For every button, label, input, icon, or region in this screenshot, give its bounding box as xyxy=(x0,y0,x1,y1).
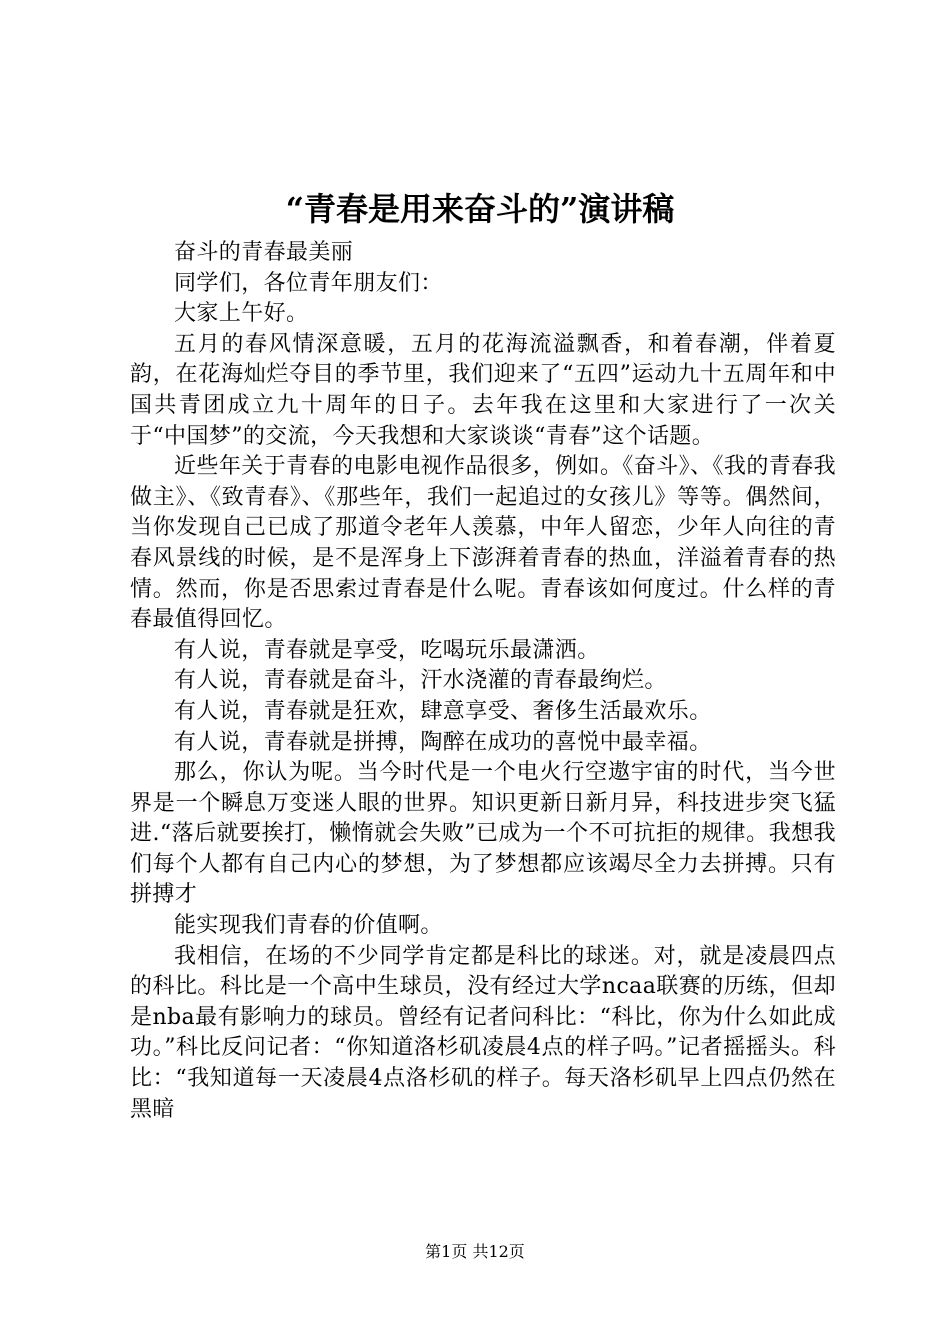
paragraph: 有人说，青春就是狂欢，肆意享受、奢侈生活最欢乐。 xyxy=(174,698,712,724)
paragraph: 我相信，在场的不少同学肯定都是科比的球迷。对，就是凌晨四点的科比。科比是一个高中生球员，没有经过大学ncaa联赛的历练，但却是nba最有影响力的球员。曾经有记者问科比：“科比，你为什么如此成功。”科比反问记者：“你知道洛杉矶凌晨4点的样子吗。”记者摇摇头。科比：“我知道每一天凌晨4点洛杉矶的样子。每天洛杉矶早上四点仍然在黑暗 xyxy=(130,943,836,1122)
paragraph: 有人说，青春就是享受，吃喝玩乐最潇洒。 xyxy=(174,637,600,663)
paragraph: 有人说，青春就是拼搏，陶醉在成功的喜悦中最幸福。 xyxy=(174,729,712,755)
document-title: “青春是用来奋斗的”演讲稿 xyxy=(285,190,675,228)
paragraph-salutation: 同学们，各位青年朋友们： xyxy=(174,270,443,296)
paragraph: 近些年关于青春的电影电视作品很多，例如。《奋斗》、《我的青春我做主》、《致青春》、《那些年，我们一起追过的女孩儿》等等。偶然间，当你发现自己已成了那道令老年人羡慕，中年人留恋，少年人向往的青春风景线的时候，是不是浑身上下澎湃着青春的热血，洋溢着青春的热情。然而，你是否思索过青春是什么呢。青春该如何度过。什么样的青春最值得回忆。 xyxy=(130,454,836,633)
paragraph-subtitle: 奋斗的青春最美丽 xyxy=(174,240,354,265)
paragraph: 有人说，青春就是奋斗，汗水浇灌的青春最绚烂。 xyxy=(174,668,667,694)
page-number-footer: 第1页 共12页 xyxy=(425,1242,525,1261)
paragraph: 五月的春风情深意暖，五月的花海流溢飘香，和着春潮，伴着夏韵，在花海灿烂夺目的季节里，我们迎来了“五四”运动九十五周年和中国共青团成立九十周年的日子。去年我在这里和大家进行了一次关于“中国梦”的交流，今天我想和大家谈谈“青春”这个话题。 xyxy=(130,331,836,449)
paragraph-greeting: 大家上午好。 xyxy=(174,301,309,327)
paragraph: 能实现我们青春的价值啊。 xyxy=(174,913,443,939)
document-body xyxy=(130,238,836,1125)
paragraph: 那么，你认为呢。当今时代是一个电火行空遨宇宙的时代，当今世界是一个瞬息万变迷人眼的世界。知识更新日新月异，科技进步突飞猛进.“落后就要挨打，懒惰就会失败”已成为一个不可抗拒的规律。我想我们每个人都有自己内心的梦想，为了梦想都应该竭尽全力去拼搏。只有拼搏才 xyxy=(130,760,836,908)
